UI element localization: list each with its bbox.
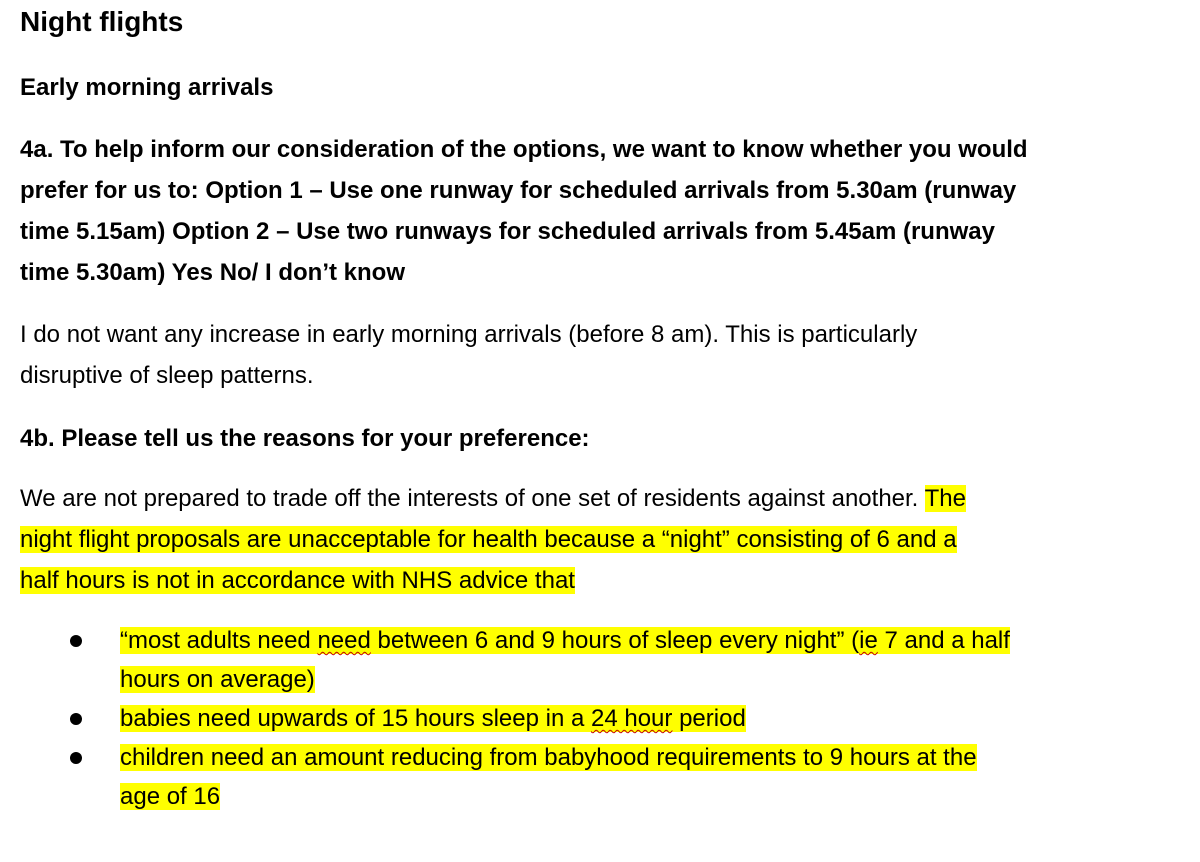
question-4a	[20, 129, 1190, 293]
question-4b	[20, 418, 1190, 459]
answer-4b	[20, 478, 966, 601]
answer-4b-line	[20, 519, 966, 560]
answer-4b-plain-text: We are not prepared to trade off the interests of one set of residents against another.	[20, 485, 925, 512]
highlighted-text	[120, 627, 1010, 654]
nhs-advice-bullet-list	[0, 621, 1200, 816]
answer-4b-line	[20, 560, 966, 601]
answer-4b-highlighted-text: The	[924, 485, 966, 512]
answer-4a-line: I do not want any increase in early morning arrivals (before 8 am). This is particularly	[20, 321, 918, 348]
text-run: babies need upwards of 15 hours sleep in a	[120, 705, 591, 732]
list-item-text	[120, 738, 1200, 816]
text-run: period	[672, 705, 746, 732]
list-item	[0, 699, 1200, 738]
highlighted-text: age of 16	[120, 783, 221, 810]
section-subheading: Early morning arrivals	[20, 74, 274, 101]
highlighted-text	[120, 705, 746, 732]
answer-4b-line	[20, 478, 966, 519]
bullet-icon	[70, 752, 82, 764]
answer-4b-highlighted-text: half hours is not in accordance with NHS advice that	[20, 567, 575, 594]
question-4a-line: time 5.15am) Option 2 – Use two runways for scheduled arrivals from 5.45am (runway	[20, 218, 995, 245]
spellcheck-flagged-word[interactable]: need	[317, 627, 371, 654]
text-run: between 6 and 9 hours of sleep every night” (	[370, 627, 860, 654]
answer-4a-line: disruptive of sleep patterns.	[20, 362, 314, 389]
question-4a-line: prefer for us to: Option 1 – Use one runway for scheduled arrivals from 5.30am (runway	[20, 177, 1017, 204]
bullet-icon	[70, 713, 82, 725]
spellcheck-flagged-word[interactable]: ie	[859, 627, 878, 654]
question-4a-line: time 5.30am) Yes No/ I don’t know	[20, 259, 405, 286]
list-item-text	[120, 699, 1200, 738]
text-run: 7 and a half	[877, 627, 1010, 654]
bullet-icon	[70, 635, 82, 647]
spellcheck-flagged-word[interactable]: 24 hour	[591, 705, 673, 732]
list-item-text	[120, 621, 1200, 699]
answer-4b-highlighted-text: night flight proposals are unacceptable for health because a “night” consisting of 6 and a	[20, 526, 957, 553]
list-item	[0, 738, 1200, 816]
highlighted-text: hours on average)	[120, 666, 315, 693]
highlighted-text: children need an amount reducing from babyhood requirements to 9 hours at the	[120, 744, 977, 771]
answer-4a	[20, 314, 917, 396]
page-title: Night flights	[20, 6, 184, 37]
question-4b-line: 4b. Please tell us the reasons for your preference:	[20, 425, 590, 452]
text-run: “most adults need	[120, 627, 318, 654]
question-4a-line: 4a. To help inform our consideration of the options, we want to know whether you would	[20, 136, 1028, 163]
list-item	[0, 621, 1200, 699]
